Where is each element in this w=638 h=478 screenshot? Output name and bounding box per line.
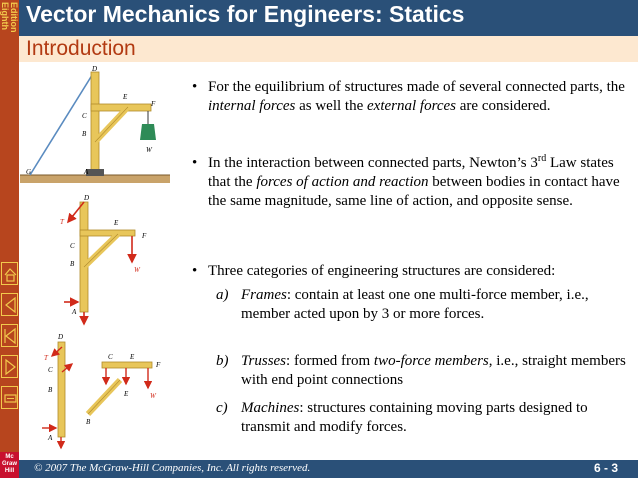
label-b1: B — [82, 130, 87, 138]
member-cf — [80, 230, 135, 236]
page-number: 6 - 3 — [593, 461, 618, 475]
label-w3: W — [150, 392, 156, 400]
label-w2: W — [134, 266, 140, 274]
weight-w — [140, 124, 156, 140]
label-f3: F — [156, 361, 161, 369]
member-ad-exploded — [58, 342, 65, 437]
next-button[interactable] — [1, 355, 18, 378]
label-a2: A — [72, 308, 77, 316]
frame-diagram — [20, 62, 180, 460]
label-t3: T — [44, 354, 48, 362]
label-a3: A — [48, 434, 53, 442]
ground — [20, 175, 170, 183]
member-ad — [80, 202, 88, 312]
section-title: Introduction — [26, 37, 136, 60]
edition-line1: Eighth — [0, 2, 10, 30]
label-b3b: B — [86, 418, 91, 426]
label-e3a: E — [130, 353, 135, 361]
back-button[interactable] — [1, 324, 18, 347]
post-ad — [91, 72, 99, 175]
exit-button[interactable] — [1, 386, 18, 409]
label-g1: G — [26, 168, 32, 176]
copyright: © 2007 The McGraw-Hill Companies, Inc. All rights reserved. — [34, 462, 311, 474]
logo-line1: Mc — [5, 454, 14, 460]
edition-badge — [0, 2, 19, 44]
label-a1: A — [84, 168, 89, 176]
label-b2: B — [70, 260, 75, 268]
label-t2: T — [60, 218, 64, 226]
mcgraw-hill-logo — [0, 452, 19, 478]
label-f1: F — [151, 100, 156, 108]
previous-button[interactable] — [1, 293, 18, 316]
label-d2: D — [84, 194, 90, 202]
page-title: Vector Mechanics for Engineers: Statics — [26, 1, 465, 27]
label-c3a: C — [108, 353, 113, 361]
label-e2: E — [114, 219, 119, 227]
logo-line2: Graw — [1, 461, 17, 467]
beam-cf — [91, 104, 151, 111]
label-c2: C — [70, 242, 75, 250]
label-c1: C — [82, 112, 87, 120]
exit-icon — [2, 387, 19, 410]
label-b3: B — [48, 386, 53, 394]
label-w1: W — [146, 146, 152, 154]
edition-line2: Edition — [9, 2, 19, 33]
logo-line3: Hill — [4, 468, 15, 474]
back-icon — [2, 325, 19, 348]
home-button[interactable] — [1, 262, 18, 285]
label-e1: E — [123, 93, 128, 101]
previous-icon — [2, 294, 19, 317]
label-e3b: E — [124, 390, 129, 398]
member-cf-exploded — [102, 362, 152, 368]
label-d1: D — [92, 65, 98, 73]
cable-gd — [30, 72, 94, 175]
home-icon — [2, 263, 19, 286]
label-f2: F — [142, 232, 147, 240]
label-d3: D — [58, 333, 64, 341]
label-c3b: C — [48, 366, 53, 374]
next-icon — [2, 356, 19, 379]
